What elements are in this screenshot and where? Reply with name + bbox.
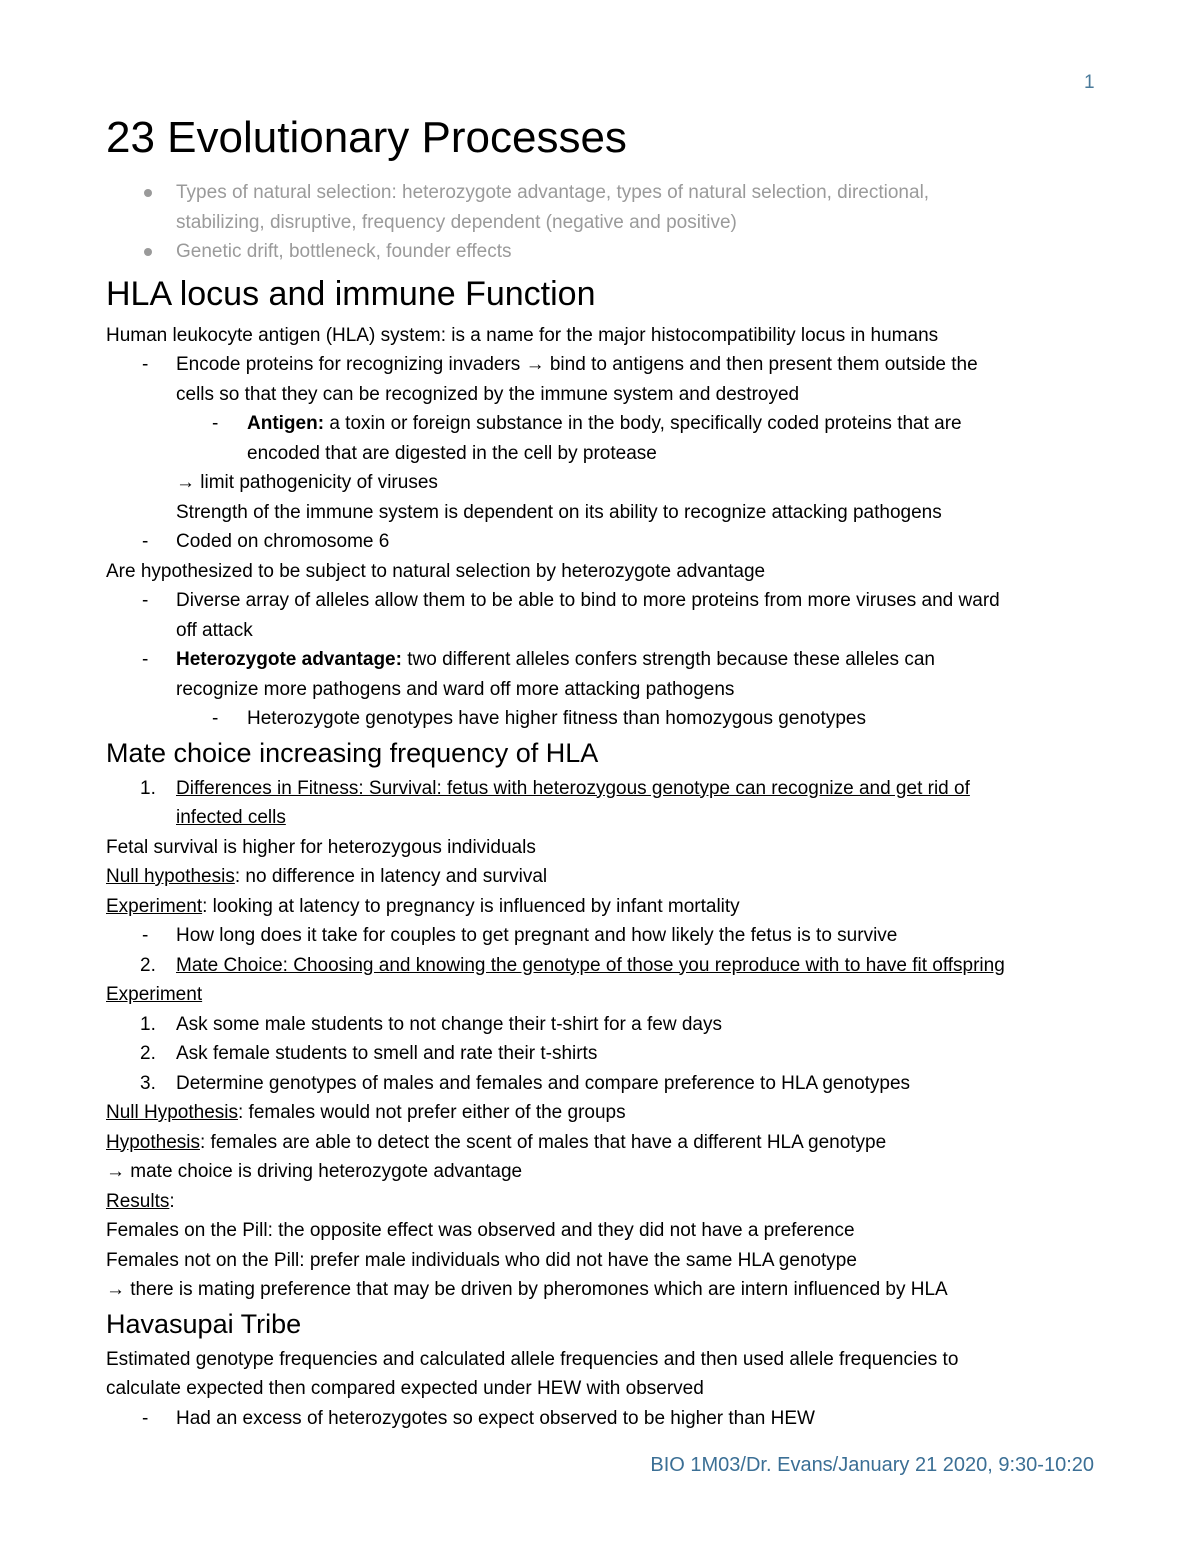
definition-text: : no difference in latency and survival (234, 866, 548, 887)
paragraph-line: → there is mating preference that may be driven by pheromones which are intern influenced by HLA (106, 1279, 948, 1300)
list-item-continuation: recognize more pathogens and ward off more attacking pathogens (176, 678, 735, 700)
section-heading-havasupai: Havasupai Tribe (106, 1308, 302, 1339)
list-text: Coded on chromosome 6 (176, 531, 390, 552)
definition-text: : females would not prefer either of the groups (238, 1102, 626, 1123)
definition-text: a toxin or foreign substance in the body, specifically coded proteins that are (324, 413, 962, 434)
number-marker: 2. (140, 954, 156, 976)
dash-marker: - (142, 649, 149, 670)
list-text: infected cells (176, 807, 286, 828)
number-marker: 2. (140, 1043, 156, 1064)
list-item (106, 645, 1106, 675)
list-item-continuation: off attack (176, 619, 253, 641)
list-text: Heterozygote genotypes have higher fitness than homozygous genotypes (247, 708, 866, 729)
paragraph-line: → mate choice is driving heterozygote advantage (106, 1161, 523, 1182)
term-heterozygote-advantage: Heterozygote advantage: (176, 649, 402, 670)
definition-text: two different alleles confers strength because these alleles can (401, 649, 935, 670)
numbered-item (106, 951, 1106, 981)
paragraph-line: Females not on the Pill: prefer male individuals who did not have the same HLA genotype (106, 1249, 857, 1271)
list-item-continuation: cells so that they can be recognized by the immune system and destroyed (176, 383, 800, 405)
list-item-continuation: encoded that are digested in the cell by protease (247, 442, 657, 464)
list-text: Differences in Fitness: Survival: fetus with heterozygous genotype can recognize and get rid of (176, 777, 970, 799)
list-text: Had an excess of heterozygotes so expect observed to be higher than HEW (176, 1407, 815, 1429)
definition-text: : females are able to detect the scent of males that have a different HLA genotype (200, 1131, 887, 1153)
list-text: Encode proteins for recognizing invaders → bind to antigens and then present them outside the (176, 354, 978, 375)
list-item (106, 527, 1106, 557)
page-number: 1 (1084, 72, 1095, 93)
topic-item (106, 178, 1106, 237)
paragraph-line (106, 862, 1106, 892)
list-item (106, 409, 1106, 439)
paragraph-line: Are hypothesized to be subject to natural selection by heterozygote advantage (106, 560, 766, 582)
note-line: Strength of the immune system is dependent on its ability to recognize attacking pathogens (176, 501, 942, 523)
dash-marker: - (212, 413, 219, 434)
definition-text: : (169, 1190, 175, 1212)
term-null-hypothesis: Null Hypothesis (106, 1102, 238, 1123)
paragraph-line (106, 892, 1106, 922)
number-marker: 1. (140, 1013, 156, 1035)
dash-marker: - (142, 354, 149, 375)
section-heading-hla: HLA locus and immune Function (106, 274, 596, 313)
dash-marker: - (142, 531, 149, 552)
numbered-item (106, 1010, 1106, 1040)
list-text: Ask female students to smell and rate their t-shirts (176, 1043, 598, 1064)
page-title: 23 Evolutionary Processes (106, 113, 627, 162)
bullet-icon (144, 248, 152, 256)
hla-intro: Human leukocyte antigen (HLA) system: is a name for the major histocompatibility locus in humans (106, 324, 939, 346)
paragraph-line: Estimated genotype frequencies and calculated allele frequencies and then used allele frequencies to (106, 1348, 959, 1370)
paragraph-line (106, 1098, 1106, 1128)
bullet-icon (144, 189, 152, 197)
term-results: Results (106, 1190, 170, 1212)
paragraph-line: calculate expected then compared expected under HEW with observed (106, 1378, 704, 1399)
term-experiment: Experiment (106, 984, 203, 1005)
list-item-continuation (106, 803, 1106, 833)
dash-marker: - (212, 708, 219, 729)
list-item (106, 921, 1106, 951)
dash-marker: - (142, 1407, 149, 1429)
paragraph-line: Fetal survival is higher for heterozygous individuals (106, 836, 536, 858)
definition-text: : looking at latency to pregnancy is influenced by infant mortality (202, 895, 740, 917)
term-hypothesis: Hypothesis (106, 1131, 200, 1153)
list-text: Determine genotypes of males and females and compare preference to HLA genotypes (176, 1072, 911, 1094)
topics-list (106, 178, 1106, 267)
paragraph-line (106, 1128, 1106, 1158)
numbered-item (106, 774, 1106, 804)
term-experiment: Experiment (106, 895, 203, 917)
list-item (106, 1404, 1106, 1434)
list-text: Diverse array of alleles allow them to be able to bind to more proteins from more viruses and ward (176, 590, 1000, 611)
numbered-item (106, 1039, 1106, 1069)
list-item (106, 586, 1106, 616)
note-line: → limit pathogenicity of viruses (176, 472, 438, 493)
paragraph-line: Females on the Pill: the opposite effect was observed and they did not have a preference (106, 1220, 855, 1241)
topic-text: stabilizing, disruptive, frequency dependent (negative and positive) (176, 211, 737, 233)
document-body (106, 108, 1106, 1433)
paragraph-line (106, 980, 1106, 1010)
list-text: Ask some male students to not change their t-shirt for a few days (176, 1013, 722, 1035)
dash-marker: - (142, 590, 149, 611)
section-heading-mate-choice: Mate choice increasing frequency of HLA (106, 737, 599, 768)
topic-text: Types of natural selection: heterozygote advantage, types of natural selection, directional, (176, 182, 930, 203)
numbered-item (106, 1069, 1106, 1099)
list-item (106, 350, 1106, 380)
dash-marker: - (142, 925, 149, 946)
term-antigen: Antigen: (247, 413, 325, 434)
topic-item (106, 237, 1106, 267)
paragraph-line (106, 1187, 1106, 1217)
list-text: How long does it take for couples to get pregnant and how likely the fetus is to survive (176, 925, 898, 946)
number-marker: 1. (140, 777, 156, 799)
number-marker: 3. (140, 1072, 156, 1094)
term-null-hypothesis: Null hypothesis (106, 866, 235, 887)
list-item (106, 704, 1106, 734)
page-footer: BIO 1M03/Dr. Evans/January 21 2020, 9:30-10:20 (650, 1454, 1094, 1476)
topic-text: Genetic drift, bottleneck, founder effects (176, 241, 512, 262)
list-text: Mate Choice: Choosing and knowing the genotype of those you reproduce with to have fit offspring (176, 954, 1005, 976)
